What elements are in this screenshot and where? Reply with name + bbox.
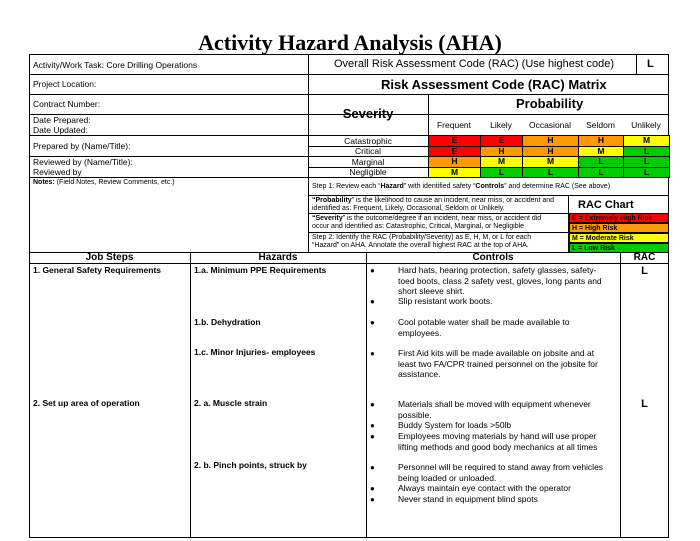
reviewed-by-2: Reviewed by	[33, 167, 82, 177]
reviewed-by-1: Reviewed by (Name/Title):	[33, 157, 133, 167]
bullet-icon: ●	[370, 421, 375, 430]
severity-level: Critical	[355, 146, 381, 156]
rac-matrix-cell: H	[480, 146, 523, 158]
hazard: 1.b. Dehydration	[194, 317, 261, 327]
control-item: Never stand in equipment blind spots	[398, 494, 538, 504]
divider	[29, 94, 669, 95]
prepared-by: Prepared by (Name/Title):	[33, 141, 131, 151]
header-controls: Controls	[472, 252, 514, 263]
rac-matrix-cell: M	[480, 156, 523, 168]
header-job-steps: Job Steps	[85, 252, 134, 263]
probability-column-label: Likely	[490, 120, 512, 130]
bullet-icon: ●	[370, 297, 375, 306]
matrix-title: Risk Assessment Code (RAC) Matrix	[381, 77, 607, 92]
rac-matrix-cell: H	[522, 135, 579, 147]
divider	[308, 232, 568, 233]
header-rac: RAC	[633, 252, 656, 263]
activity-task: Activity/Work Task: Core Drilling Operations	[33, 60, 198, 70]
date-updated: Date Updated:	[33, 125, 88, 135]
rac-matrix-cell: M	[623, 135, 670, 147]
step-1-text: Step 1: Review each “Hazard” with identified safety “Controls” and determine RAC (See above)	[312, 183, 611, 190]
hazard: 2. a. Muscle strain	[194, 398, 268, 408]
rac-matrix-cell: L	[578, 167, 624, 179]
document-title: Activity Hazard Analysis (AHA)	[198, 30, 502, 55]
hazard: 1.c. Minor Injuries- employees	[194, 347, 316, 357]
rac-chart-item: L = Low Risk	[569, 243, 669, 253]
severity-level: Catastrophic	[344, 135, 392, 146]
severity-label: Severity	[342, 106, 394, 121]
bullet-icon: ●	[370, 349, 375, 358]
hazard: 1.a. Minimum PPE Requirements	[194, 265, 327, 275]
severity-level: Marginal	[351, 156, 385, 167]
rac-chart-title: RAC Chart	[578, 199, 634, 211]
bullet-icon: ●	[370, 484, 375, 493]
rac-matrix-cell: H	[522, 146, 579, 158]
rac-chart-item: E = Extremely High Risk	[569, 213, 669, 223]
control-item: Employees moving materials by hand will use proper lifting methods and good body mechanics at all times	[398, 431, 598, 452]
notes-label: Notes: (Field Notes, Review Comments, etc.)	[33, 179, 175, 186]
control-item: Always maintain eye contact with the operator	[398, 483, 571, 493]
rac-matrix-cell: E	[480, 135, 523, 147]
job-step: 1. General Safety Requirements	[33, 265, 162, 275]
control-item: Buddy System for loads >50lb	[398, 420, 512, 430]
rac-matrix-cell: L	[623, 156, 670, 168]
probability-definition: “Probability” is the likelihood to cause an incident, near miss, or accident and	[312, 197, 555, 204]
rac-value: L	[641, 265, 648, 277]
rac-matrix-cell: L	[522, 167, 579, 179]
project-location: Project Location:	[33, 79, 97, 89]
job-step: 2. Set up area of operation	[33, 398, 140, 408]
step-2-text-2: “Hazard” on AHA. Annotate the overall highest RAC at the top of AHA.	[312, 242, 529, 249]
divider	[636, 54, 637, 74]
rac-matrix-cell: E	[428, 135, 481, 147]
rac-matrix-cell: M	[522, 156, 579, 168]
bullet-icon: ●	[370, 463, 375, 472]
rac-matrix-cell: H	[578, 135, 624, 147]
bullet-icon: ●	[370, 432, 375, 441]
rac-chart-item: H = High Risk	[569, 223, 669, 233]
probability-label: Probability	[516, 96, 584, 111]
control-item: Hard hats, hearing protection, safety glasses, safety-toed boots, class 2 safety vest, gloves, long pants and short sleeve shirt.	[398, 265, 602, 296]
rac-matrix-cell: L	[623, 146, 670, 158]
divider	[620, 252, 621, 538]
step-2-text: Step 2: Identify the RAC (Probability/Severity) as E, H, M, or L for each	[312, 234, 532, 241]
divider	[308, 177, 428, 178]
rac-matrix-cell: E	[428, 146, 481, 158]
divider	[308, 195, 669, 196]
severity-definition: “Severity” is the outcome/degree if an incident, near miss, or accident did	[312, 215, 542, 222]
rac-matrix-cell: H	[428, 156, 481, 168]
probability-column-label: Unlikely	[631, 120, 661, 130]
severity-level: Negligible	[349, 167, 387, 177]
rac-chart-item: M = Moderate Risk	[569, 233, 669, 243]
rac-matrix-cell: L	[578, 156, 624, 168]
probability-column-label: Seldom	[586, 120, 615, 130]
bullet-icon: ●	[370, 400, 375, 409]
bullet-icon: ●	[370, 266, 375, 275]
hazard: 2. b. Pinch points, struck by	[194, 460, 307, 470]
divider	[29, 74, 669, 75]
divider	[366, 252, 367, 538]
overall-rac-label: Overall Risk Assessment Code (RAC) (Use highest code)	[334, 58, 614, 70]
control-item: Personnel will be required to stand away from vehicles being loaded or unloaded.	[398, 462, 604, 483]
severity-definition-2: occur and identified as: Catastrophic, Critical, Marginal, or Negligible	[312, 223, 525, 230]
divider	[190, 252, 191, 538]
rac-matrix-cell: M	[428, 167, 481, 179]
contract-number: Contract Number:	[33, 99, 101, 109]
rac-value: L	[641, 398, 648, 410]
control-item: First Aid kits will be made available on jobsite and at least two FA/CPR trained personnel on the jobsite for assistance.	[398, 348, 598, 379]
bullet-icon: ●	[370, 495, 375, 504]
probability-column-label: Frequent	[436, 120, 472, 130]
control-item: Materials shall be moved with equipment whenever possible.	[398, 399, 591, 420]
header-hazards: Hazards	[258, 252, 298, 263]
control-item: Cool potable water shall be made available to employees.	[398, 317, 570, 338]
bullet-icon: ●	[370, 318, 375, 327]
probability-column-label: Occasional	[528, 120, 572, 130]
probability-definition-2: identified as: Frequent, Likely, Occasional, Seldom or Unlikely.	[312, 205, 505, 212]
rac-matrix-cell: L	[480, 167, 523, 179]
control-item: Slip resistant work boots.	[398, 296, 493, 306]
date-prepared: Date Prepared:	[33, 115, 91, 125]
rac-matrix-cell: L	[623, 167, 670, 179]
overall-rac-value: L	[647, 58, 654, 70]
rac-matrix-cell: M	[578, 146, 624, 158]
